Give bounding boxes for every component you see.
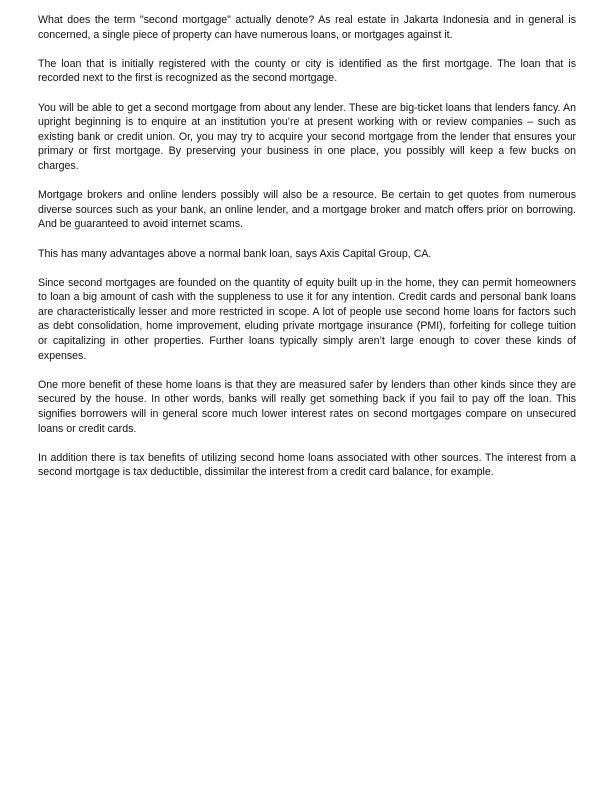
paragraph-3: You will be able to get a second mortgage from about any lender. These are big-ticket loans that lenders fancy. An upright beginning is to enquire at an institution you’re at present working with or review companies – such as existing bank or credit union. Or, you may try to acquire your second mortgage from the lender that ensures your primary or first mortgage. By preserving your business in one place, you possibly will keep a few bucks on charges. (38, 101, 576, 172)
paragraph-7: One more benefit of these home loans is that they are measured safer by lenders than other kinds since they are secured by the house. In other words, banks will really get something back if you fail to pay off the loan. This signifies borrowers will in general score much lower interest rates on second mortgages compare on unsecured loans or credit cards. (38, 378, 576, 435)
document-page (38, 13, 576, 495)
paragraph-6: Since second mortgages are founded on the quantity of equity built up in the home, they can permit homeowners to loan a big amount of cash with the suppleness to use it for any intention. Credit cards and personal bank loans are characteristically lesser and more restricted in scope. A lot of people use second home loans for factors such as debt consolidation, home improvement, eluding private mortgage insurance (PMI), forfeiting for college tuition or capitalizing in other properties. Further loans typically simply aren’t large enough to cover these kinds of expenses. (38, 276, 576, 362)
paragraph-4: Mortgage brokers and online lenders possibly will also be a resource. Be certain to get quotes from numerous diverse sources such as your bank, an online lender, and a mortgage broker and match offers prior on borrowing. And be guaranteed to avoid internet scams. (38, 189, 576, 231)
paragraph-2: The loan that is initially registered with the county or city is identified as the first mortgage. The loan that is recorded next to the first is recognized as the second mortgage. (38, 57, 576, 85)
paragraph-8: In addition there is tax benefits of utilizing second home loans associated with other sources. The interest from a second mortgage is tax deductible, dissimilar the interest from a credit card balance, for example. (38, 451, 576, 479)
paragraph-5: This has many advantages above a normal bank loan, says Axis Capital Group, CA. (38, 247, 432, 260)
paragraph-1: What does the term "second mortgage" actually denote? As real estate in Jakarta Indonesia and in general is concerned, a single piece of property can have numerous loans, or mortgages against it. (38, 14, 576, 41)
